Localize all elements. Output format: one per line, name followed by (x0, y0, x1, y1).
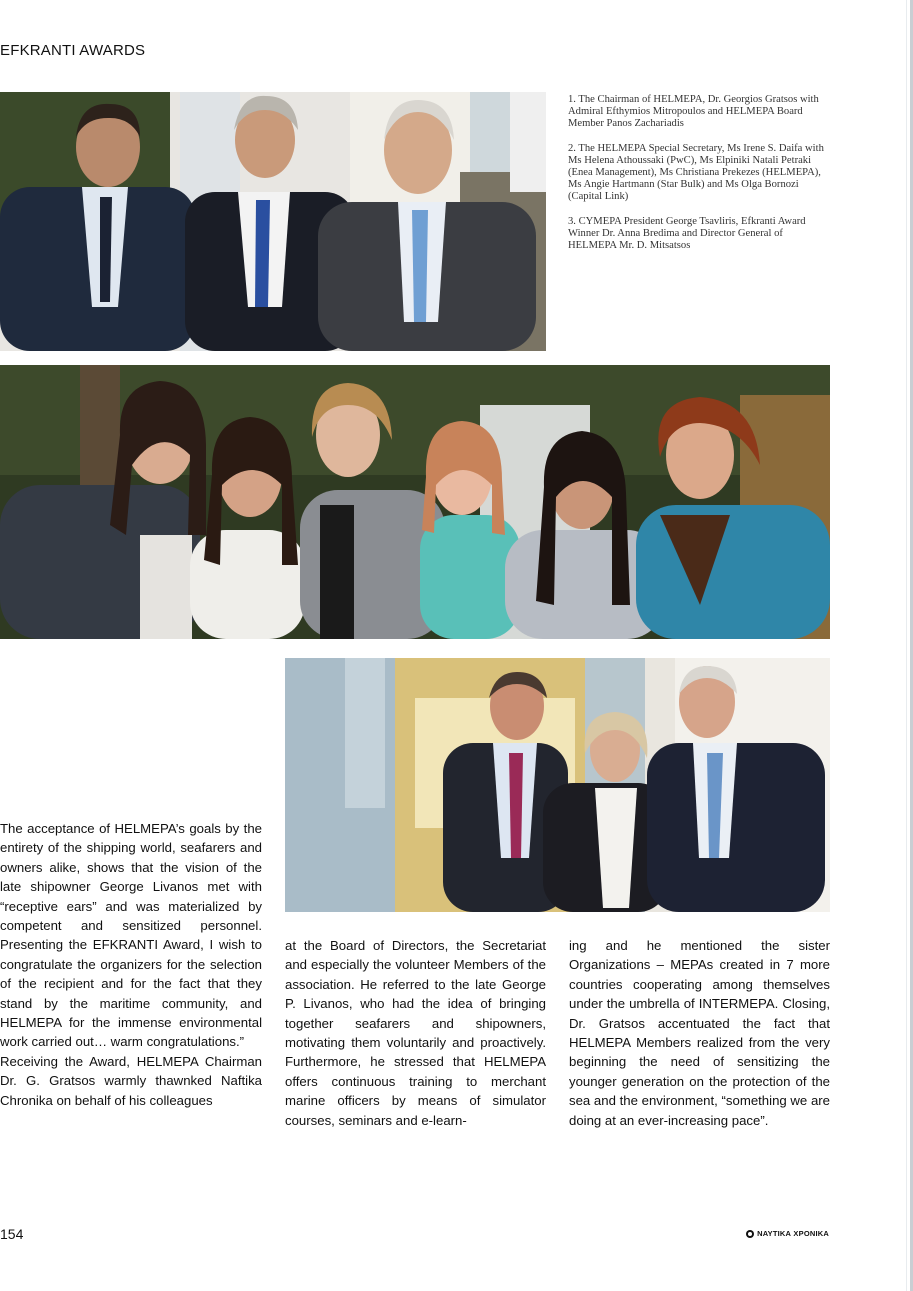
magazine-logo (746, 1229, 829, 1238)
page-number: 154 (0, 1226, 24, 1242)
magazine-logo-icon (746, 1230, 754, 1238)
caption-1: 1. The Chairman of HELMEPA, Dr. Georgios Gratsos with Admiral Efthymios Mitropoulos and HELMEPA Board Member Panos Zachariadis (568, 94, 819, 130)
photo-six-women (0, 365, 830, 639)
text-column-2 (285, 936, 546, 1130)
section-title: EFKRANTI AWARDS (0, 42, 146, 59)
photo-captions (568, 94, 830, 264)
text-column-1 (0, 819, 262, 1110)
text-column-3 (569, 936, 830, 1130)
paragraph-award-receipt: Receiving the Award, HELMEPA Chairman Dr. G. Gratsos warmly thawnked Naftika Chronika on behalf of his colleagues (0, 1053, 262, 1108)
paragraph-column-3: ing and he mentioned the sister Organizations – MEPAs created in 7 more countries cooperating among themselves under the umbrella of INTERMEPA. Closing, Dr. Gratsos accentuated the fact that HELMEPA Members realized from the very beginning the need of sensitizing the younger generation on the protection of the sea and the environment, “something we are doing at an ever-increasing pace”. (569, 938, 830, 1128)
caption-3: 3. CYMEPA President George Tsavliris, Efkranti Award Winner Dr. Anna Bredima and Director General of HELMEPA Mr. D. Mitsatsos (568, 215, 806, 252)
paragraph-column-2: at the Board of Directors, the Secretariat and especially the volunteer Members of the association. He referred to the late George P. Livanos, who had the idea of bringing together seafarers and shipowners, motivating them voluntarily and proactively. Furthermore, he stressed that HELMEPA offers continuous training to merchant marine officers by means of simulator courses, seminars and e-learn- (285, 938, 546, 1128)
photo-award-winner (285, 658, 830, 912)
paragraph-quote: The acceptance of HELMEPA’s goals by the entirety of the shipping world, seafarers and owners alike, shows that the vision of the late shipowner George Livanos met with “receptive ears” and was materialized by competent and sensitized personnel. Presenting the EFKRANTI Award, I wish to congratulate the organizers for the selection of the recipient and for the fact that they stand by the maritime community, and HELMEPA for the immense environmental work carried out… warm congratulations.” (0, 821, 262, 1050)
photo-three-men (0, 92, 546, 351)
caption-2: 2. The HELMEPA Special Secretary, Ms Irene S. Daifa with Ms Helena Athoussaki (PwC), Ms Elpiniki Natali Petraki (Enea Management), Ms Christiana Prekezes (HELMEPA), Ms Angie Hartmann (Star Bulk) and Ms Olga Bornozi (Capital Link) (568, 142, 824, 203)
page-edge-line (906, 0, 907, 1291)
magazine-name: ΝΑΥΤΙΚΑ ΧΡΟΝΙΚΑ (757, 1229, 829, 1238)
